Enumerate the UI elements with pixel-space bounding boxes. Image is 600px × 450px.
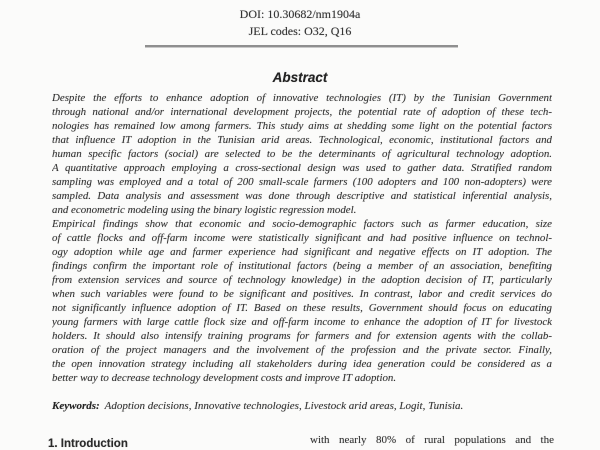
abstract-line: from extension services and source of technology knowledge) in the adoption decision of IT, particularly xyxy=(52,274,552,286)
abstract-line: not significantly influence adoption of IT. Based on these results, Government should focus on educating xyxy=(52,302,552,314)
abstract-body xyxy=(52,91,552,385)
abstract-line: nologies has remained low among farmers. This study aims at shedding some light on the potential factors xyxy=(52,120,552,132)
keywords-text: Adoption decisions, Innovative technologies, Livestock arid areas, Logit, Tunisia. xyxy=(104,400,464,412)
header-rule xyxy=(145,45,458,48)
abstract-line: better way to decrease technology development costs and improve IT adoption. xyxy=(52,372,397,384)
abstract-heading: Abstract xyxy=(272,70,328,85)
doi-line: DOI: 10.30682/nm1904a xyxy=(239,7,361,21)
abstract-line: ogy adoption while age and farmer experience had significant and negative effects on IT adoption. The xyxy=(52,246,552,258)
abstract-line: when such variables were found to be significant and positives. In contrast, labor and credit services do xyxy=(52,288,552,300)
keywords-label: Keywords: xyxy=(52,400,100,412)
section-heading-introduction: 1. Introduction xyxy=(48,438,128,450)
abstract-line: young farmers with large cattle flock size and off-farm income to enhance the adoption of IT for livestock xyxy=(52,316,552,328)
abstract-line: the open innovation strategy including all stakeholders during idea generation could be considered as a xyxy=(52,358,552,370)
right-column xyxy=(310,434,554,446)
abstract-line: that influence IT adoption in the Tunisian arid areas. Technological, economic, institutional factors and xyxy=(52,134,552,146)
left-column xyxy=(48,438,293,450)
abstract-line: Despite the efforts to enhance adoption of innovative technologies (IT) by the Tunisian Government xyxy=(52,92,552,104)
abstract-line: Empirical findings show that economic and socio-demographic factors such as farmer education, size xyxy=(52,218,552,230)
jel-codes-line: JEL codes: O32, Q16 xyxy=(248,24,352,38)
abstract-line: through national and/or international development projects, the potential rate of adoption of these tech- xyxy=(52,106,552,118)
abstract-line: of cattle flocks and off-farm income were statistically significant and had positive influence on technol- xyxy=(52,232,552,244)
abstract-line: holders. It should also intensify training programs for farmers and for extension agents with the collab- xyxy=(52,330,552,342)
abstract-line: oration of the project managers and the involvement of the profession and the private sector. Finally, xyxy=(52,344,552,356)
keywords-line xyxy=(52,400,552,412)
abstract-line: A quantitative approach employing a cross-sectional design was used to gather data. Stratified random xyxy=(52,162,552,174)
abstract-line: sampled. Data analysis and assessment was done through descriptive and statistical inferential analysis, xyxy=(52,190,552,202)
abstract-line: findings confirm the important role of institutional factors (being a member of an association, benefiting xyxy=(52,260,552,272)
body-text-line: with nearly 80% of rural populations and the xyxy=(310,434,554,446)
abstract-line: human specific factors (social) are selected to be the determinants of agricultural technology adoption. xyxy=(52,148,552,160)
abstract-line: sampling was employed and a total of 200 small-scale farmers (100 adopters and 100 non-adopters) were xyxy=(52,176,552,188)
abstract-line: and econometric modeling using the binary logistic regression model. xyxy=(52,204,357,216)
